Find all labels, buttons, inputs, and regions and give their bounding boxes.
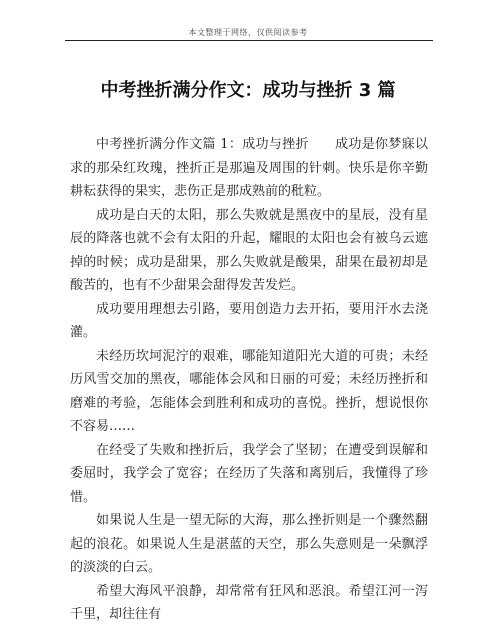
section-heading: 中考挫折满分作文篇 1：成功与挫折 (96, 137, 309, 152)
header-note: 本文整理于网络，仅供阅读参考 (188, 28, 308, 37)
paragraph: 成功要用理想去引路，要用创造力去开拓，要用汗水去浇灌。 (70, 301, 428, 340)
document-title: 中考挫折满分作文：成功与挫折 3 篇 (100, 80, 396, 101)
paragraph (70, 133, 428, 204)
header-divider (65, 40, 433, 41)
paragraph: 未经历坎坷泥泞的艰难，哪能知道阳光大道的可贵；未经历风雪交加的黑夜，哪能体会风和日丽的可爱；未经历挫折和磨难的考验，怎能体会到胜利和成功的喜悦。挫折，想说恨你不容易…… (70, 348, 428, 434)
paragraph: 希望大海风平浪静，却常常有狂风和恶浪。希望江河一泻千里，却往往有 (70, 583, 428, 622)
paragraph-text: 成功是你梦寐以求的那朵红玫瑰，挫折正是那遍及周围的针刺。快乐是你辛勤耕耘获得的果实，悲伤正是那成熟前的秕粒。 (70, 137, 428, 199)
paragraph: 如果说人生是一望无际的大海，那么挫折则是一个骤然翻起的浪花。如果说人生是湛蓝的天空，那么失意则是一朵飘浮的淡淡的白云。 (70, 513, 428, 575)
document-body (70, 133, 428, 627)
paragraph: 在经受了失败和挫折后，我学会了坚韧；在遭受到误解和委屈时，我学会了宽容；在经历了失落和离别后，我懂得了珍惜。 (70, 442, 428, 505)
paragraph: 成功是白天的太阳，那么失败就是黑夜中的星辰，没有星辰的降落也就不会有太阳的升起，耀眼的太阳也会有被乌云遮掉的时候；成功是甜果，那么失败就是酸果，甜果在最初却是酸苦的，也有不少甜果会甜得发苦发烂。 (70, 207, 428, 293)
